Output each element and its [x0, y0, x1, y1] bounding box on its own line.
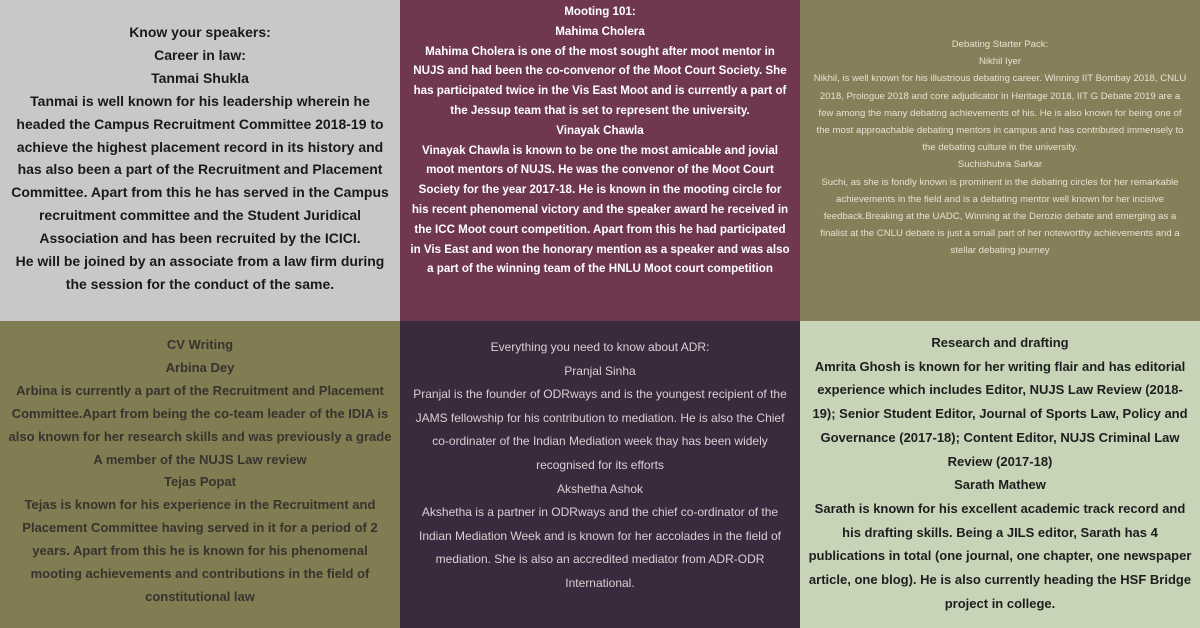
speaker-name: Sarath Mathew	[954, 477, 1046, 493]
speaker-name: Akshetha Ashok	[556, 481, 644, 496]
speaker-name: Suchishubra Sarkar	[957, 159, 1043, 171]
speaker-name: Tejas Popat	[163, 474, 236, 490]
panel-heading: Everything you need to know about ADR:	[490, 340, 710, 354]
debating-panel	[800, 0, 1200, 321]
speaker-bio: Arbina is currently a part of the Recruitment and Placement Committee.Apart from being the co-team leader of the IDIA is also known for her research skills and was previously a grade A member of the NUJS Law review	[8, 382, 392, 467]
speaker-bio: Mahima Cholera is one of the most sought after moot mentor in NUJS and had been the co-convenor of the Moot Court Society. She has participated twice in the Vis East Moot and is currently a part of the Jessup team that is set to represent the university.	[413, 44, 787, 117]
panel-heading: CV Writing	[166, 337, 234, 352]
speaker-name: Nikhil Iyer	[978, 56, 1022, 68]
adr-panel	[400, 321, 800, 628]
speaker-name: Pranjal Sinha	[564, 363, 636, 378]
speaker-bio: Vinayak Chawla is known to be one the most amicable and jovial moot mentors of NUJS. He was the convenor of the Moot Court Society for the year 2017-18. He is known in the mooting circle for his recent phenomenal victory and the speaker award he received in the ICC Moot court competition. Apart from this he had participated in Vis East and won the honorary mention as a speaker and was also a part of the winning team of the HNLU Moot court competition	[410, 143, 790, 276]
panel-note: He will be joined by an associate from a law firm during the session for the conduct of the same.	[15, 253, 385, 292]
cv-writing-panel	[0, 321, 400, 628]
speaker-bio: Suchi, as she is fondly known is prominent in the debating circles for her remarkable achievements in the field and is a debating mentor well known for her incisive feedback.Breaking at the UADC, Winning at the Derozio debate and emerging as a finalist at the CNLU debate is just a small part of her noteworthy achievements and a stellar debating journey	[820, 176, 1180, 257]
speaker-bio: Pranjal is the founder of ODRways and is the youngest recipient of the JAMS fellowship for his contribution to mediation. He is also the Chief co-ordinater of the Indian Mediation week thay has been widely recognised for its efforts	[413, 387, 787, 472]
research-drafting-panel	[800, 321, 1200, 628]
speaker-name: Arbina Dey	[165, 359, 235, 375]
panel-heading: Research and drafting	[931, 335, 1069, 350]
speaker-bio: Amrita Ghosh is known for her writing flair and has editorial experience which includes Editor, NUJS Law Review (2018-19); Senior Student Editor, Journal of Sports Law, Policy and Governance (2017-18); Content Editor, NUJS Criminal Law Review (2017-18)	[812, 358, 1188, 469]
speaker-bio: Tejas is known for his experience in the Recruitment and Placement Committee having served in it for a period of 2 years. Apart from this he is known for his phenomenal mooting achievements and contributions in the field of constitutional law	[22, 497, 378, 604]
speaker-bio: Sarath is known for his excellent academic track record and his drafting skills. Being a JILS editor, Sarath has 4 publications in total (one journal, one chapter, one newspaper article, one blog). He is also currently heading the HSF Bridge project in college.	[808, 500, 1192, 611]
panel-heading: Mooting 101:	[564, 5, 636, 18]
panel-heading: Debating Starter Pack:	[951, 39, 1049, 50]
speaker-name: Mahima Cholera	[555, 24, 645, 38]
panel-heading: Know your speakers:	[129, 24, 271, 40]
career-in-law-panel	[0, 0, 400, 321]
speaker-bio: Tanmai is well known for his leadership wherein he headed the Campus Recruitment Committee 2018-19 to achieve the highest placement record in its history and has also been a part of the Recruitment and Placement Committee. Apart from this he has served in the Campus recruitment committee and the Student Juridical Association and has been recruited by the ICICI.	[11, 92, 389, 247]
speaker-bio: Nikhil, is well known for his illustrious debating career. Winning IIT Bombay 2018, CNLU 2018, Prologue 2018 and core adjudicator in Heritage 2018, IIT G Debate 2019 are a few among the many debating achievements of his. He is also known for being one of the most approachable debating mentors in campus and has contributed immensely to the debating culture in the university.	[813, 73, 1187, 154]
speaker-bio: Akshetha is a partner in ODRways and the chief co-ordinator of the Indian Mediation Week and is known for her accolades in the field of mediation. She is also an accredited mediator from ADR-ODR International.	[419, 505, 781, 590]
speaker-name: Tanmai Shukla	[151, 69, 249, 86]
mooting-panel	[400, 0, 800, 321]
speaker-name: Vinayak Chawla	[556, 123, 644, 137]
panel-subheading: Career in law:	[154, 46, 246, 63]
